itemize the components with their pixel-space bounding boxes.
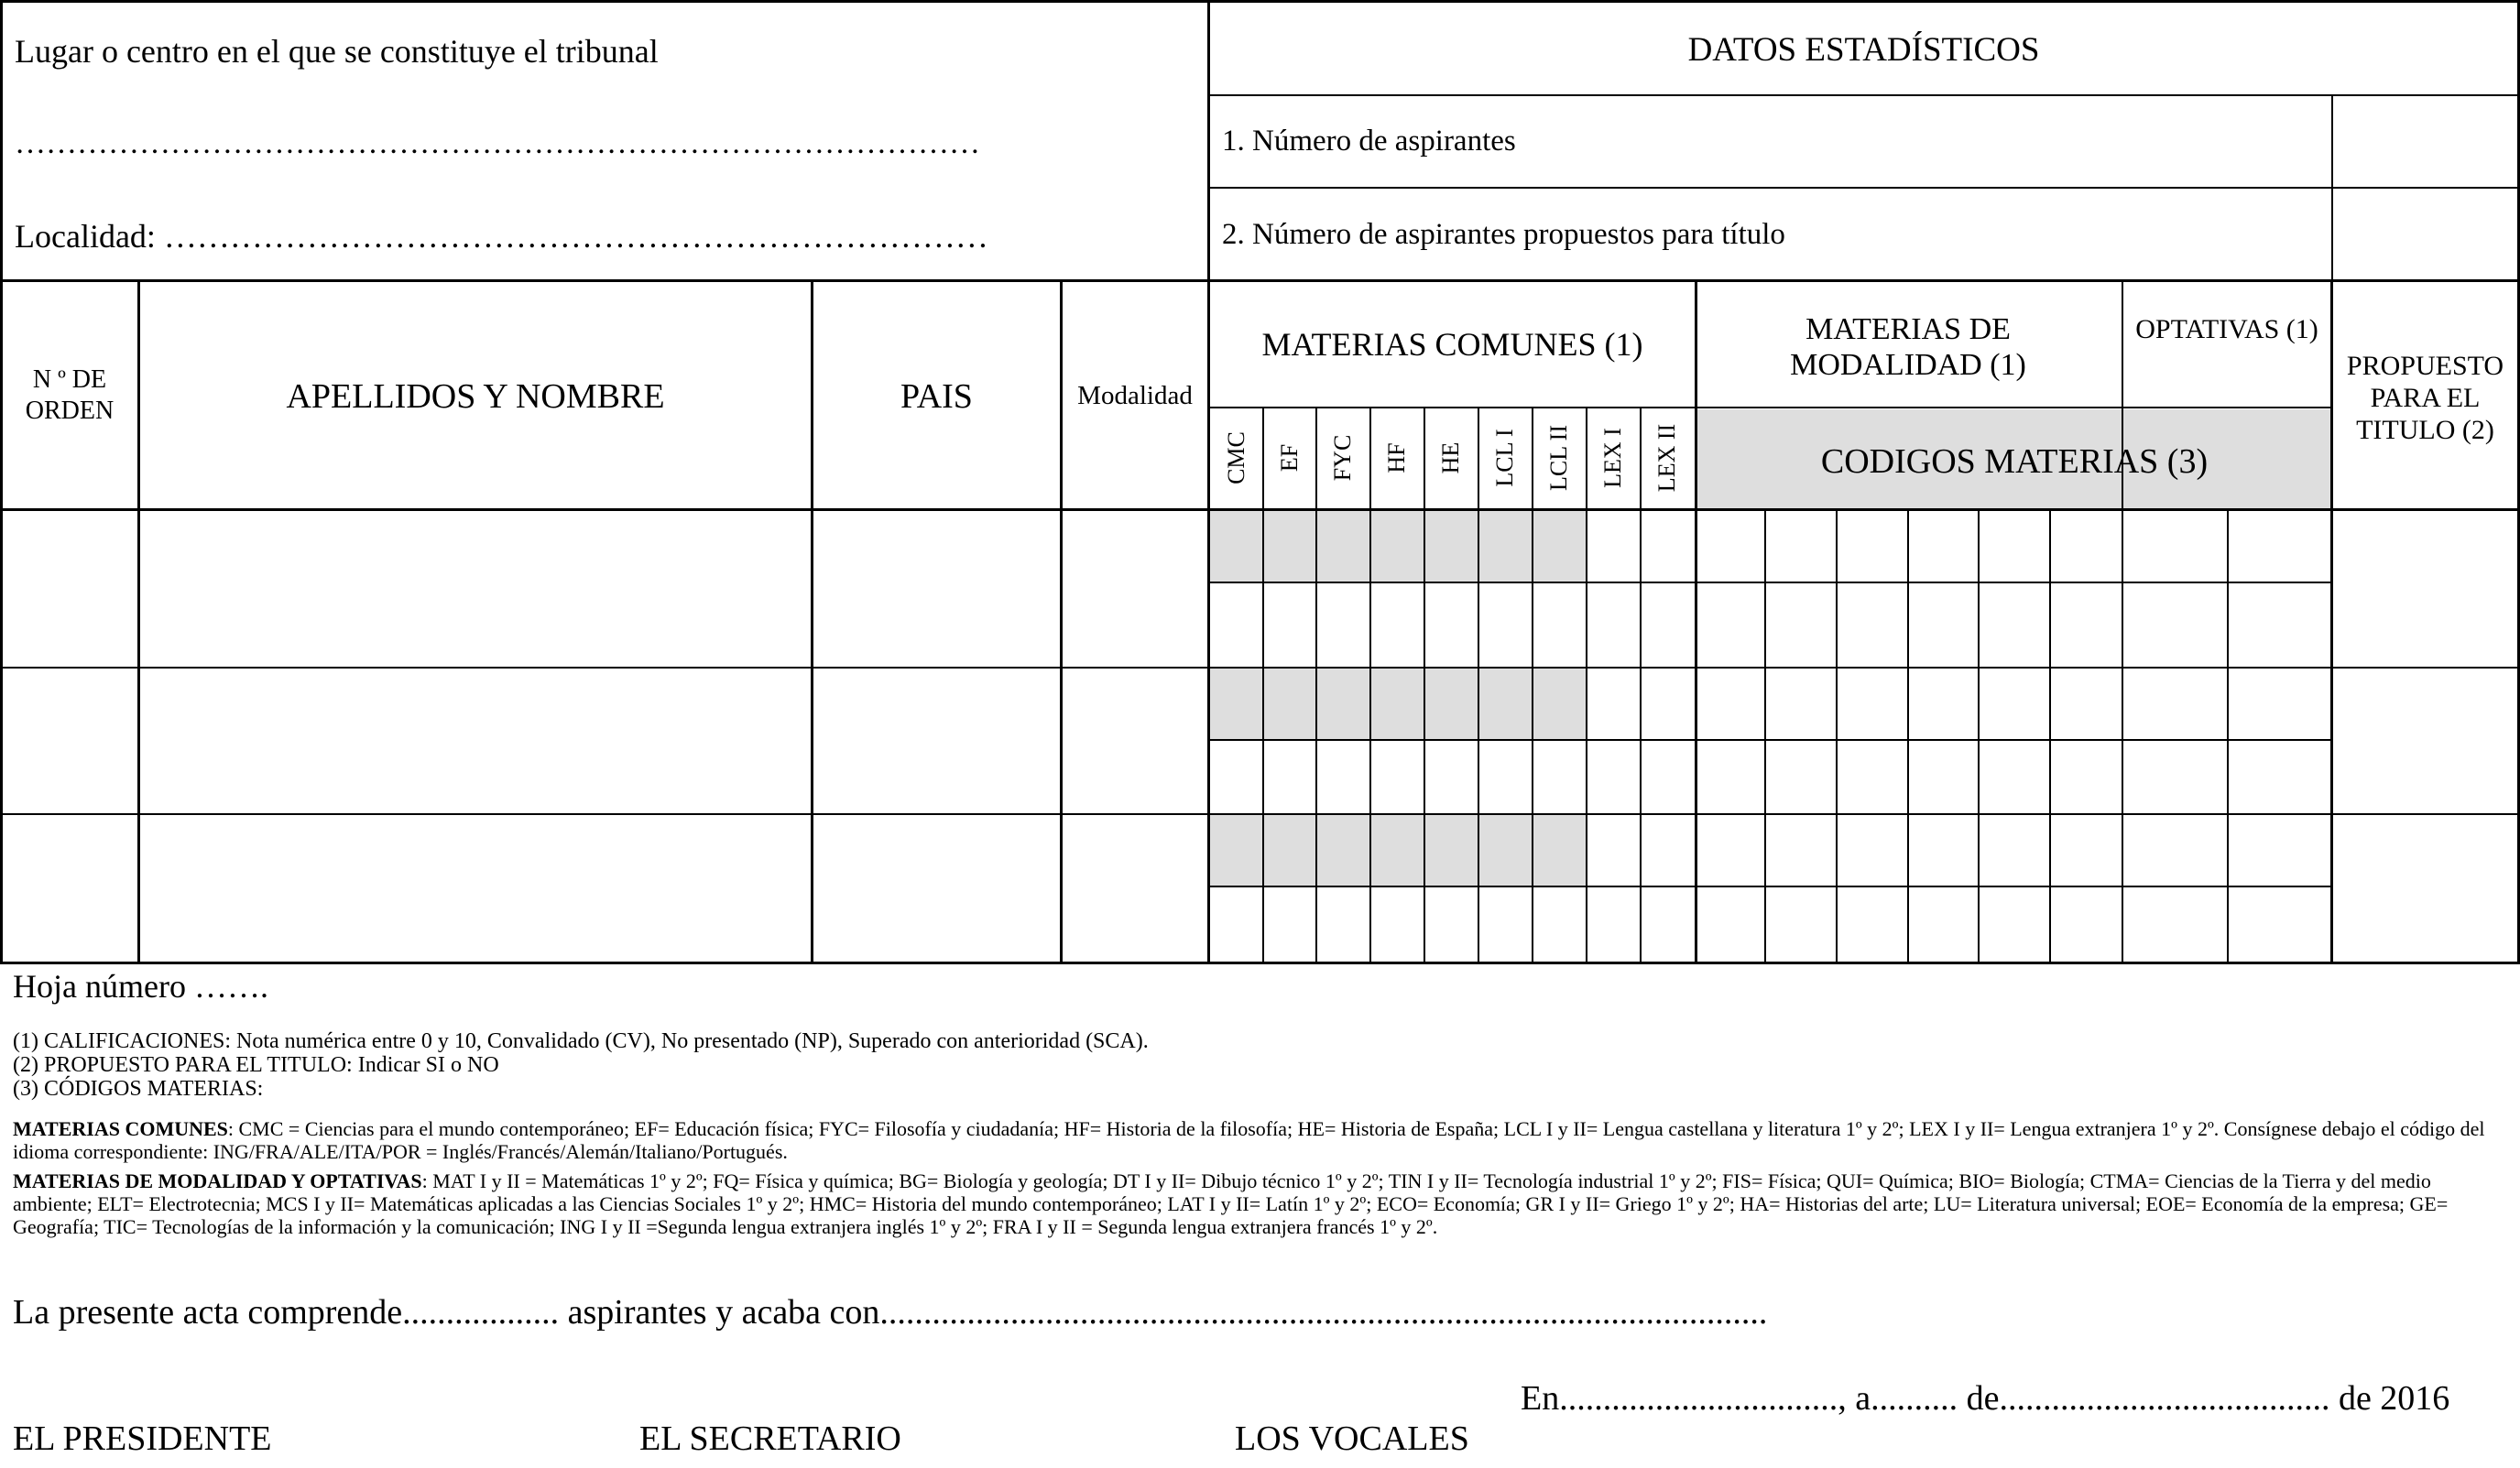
stat-aspirantes-value[interactable]: [2333, 96, 2517, 187]
subject-ef: EF: [1276, 443, 1303, 473]
signature-presidente: EL PRESIDENTE: [13, 1419, 272, 1458]
footnotes: [13, 1029, 2509, 1101]
col-materias-modalidad: MATERIAS DE MODALIDAD (1): [1790, 312, 2026, 382]
note-comunes-text: : CMC = Ciencias para el mundo contemporáneo; EF= Educación física; FYC= Filosofía y ciudadanía; HF= Historia de la filosofía; HE= Historia de España; LCL I y II= Lengua castellana y literatura 1º y 2º; LEX I y II= Lengua extranjera 1º y 2º. Consígnese debajo el código del idioma correspondiente: ING/FRA/ALE/ITA/POR = Inglés/Francés/Alemán/Italiano/Portugués.: [13, 1117, 2485, 1163]
lugar-label: Lugar o centro en el que se constituye el tribunal: [15, 33, 659, 70]
col-optativas: OPTATIVAS (1): [2135, 314, 2318, 344]
stat-aspirantes-label: 1. Número de aspirantes: [1222, 125, 1516, 158]
subject-fyc: FYC: [1329, 434, 1356, 482]
signature-secretario: EL SECRETARIO: [639, 1419, 901, 1458]
note-calificaciones: (1) CALIFICACIONES: Nota numérica entre 0 y 10, Convalidado (CV), No presentado (NP), Superado con anterioridad (SCA).: [13, 1029, 1149, 1053]
signature-vocales: LOS VOCALES: [1235, 1419, 1469, 1458]
note-comunes: [13, 1117, 2509, 1163]
fecha-line: En................................, a.......... de...................................... de 2016: [1521, 1379, 2450, 1418]
subject-lex-2: LEX II: [1653, 423, 1680, 493]
note-propuesto: (2) PROPUESTO PARA EL TITULO: Indicar SI o NO: [13, 1053, 499, 1077]
subject-he: HE: [1437, 441, 1464, 474]
codigos-materias-header: CODIGOS MATERIAS (3): [1820, 442, 2209, 481]
subject-lcl-1: LCL I: [1491, 429, 1518, 487]
col-pais: PAIS: [900, 377, 973, 416]
acta-statement: La presente acta comprende.................. aspirantes y acaba con......................................................................................................: [13, 1293, 1768, 1332]
col-apellidos: APELLIDOS Y NOMBRE: [286, 377, 665, 416]
col-orden: N º DE ORDEN: [25, 365, 115, 425]
note-comunes-title: MATERIAS COMUNES: [13, 1117, 228, 1140]
table-row[interactable]: [3, 669, 2517, 813]
subject-cmc: CMC: [1223, 431, 1249, 484]
hoja-numero: Hoja número …….: [13, 968, 268, 1005]
localidad-field[interactable]: Localidad: …………………………………………………………………: [15, 218, 988, 255]
note-modalidad-title: MATERIAS DE MODALIDAD Y OPTATIVAS: [13, 1169, 422, 1192]
note-modalidad: [13, 1169, 2509, 1238]
col-propuesto: PROPUESTO PARA EL TITULO (2): [2346, 351, 2504, 445]
col-modalidad: Modalidad: [1077, 381, 1193, 410]
note-modalidad-text: : MAT I y II = Matemáticas 1º y 2º; FQ= Física y química; BG= Biología y geología; DT I y II= Dibujo técnico 1º y 2º; TIN I y II= Tecnología industrial 1º y 2º; FIS= Física; QUI= Química; BIO= Biología; CTMA= Ciencias de la Tierra y del medio ambiente; ELT= Electrotecnia; MCS I y II= Matemáticas aplicadas a las Ciencias Sociales 1º y 2º; HMC= Historia del mundo contemporáneo; LAT I y II= Latín 1º y 2º; ECO= Economía; GR I y II= Griego 1º y 2º; HA= Historias del arte; LU= Literatura universal; EOE= Economía de la empresa; GE= Geografía; TIC= Tecnologías de la información y la comunicación; ING I y II =Segunda lengua extranjera inglés 1º y 2º; FRA I y II = Segunda lengua extranjera francés 1º y 2º.: [13, 1169, 2449, 1238]
note-codigos: (3) CÓDIGOS MATERIAS:: [13, 1077, 264, 1101]
subject-lex-1: LEX I: [1599, 428, 1626, 488]
stats-title: DATOS ESTADÍSTICOS: [1687, 31, 2040, 69]
table-row[interactable]: [3, 815, 2517, 962]
stat-propuestos-label: 2. Número de aspirantes propuestos para título: [1222, 218, 1785, 251]
lugar-dots[interactable]: …………………………………………………………………………………: [15, 126, 980, 160]
subject-hf: HF: [1383, 442, 1410, 473]
subject-lcl-2: LCL II: [1545, 425, 1572, 491]
table-row[interactable]: [3, 511, 2517, 667]
stat-propuestos-value[interactable]: [2333, 189, 2517, 279]
col-materias-comunes: MATERIAS COMUNES (1): [1261, 326, 1643, 363]
